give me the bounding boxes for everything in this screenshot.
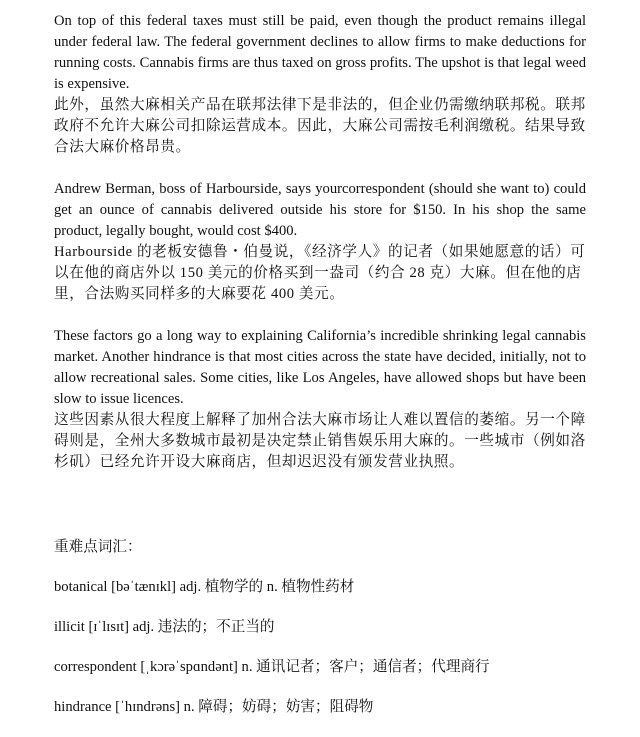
vocabulary-item: hindrance [ˈhɪndrəns] n. 障碍；妨碍；妨害；阻碍物 (54, 699, 374, 715)
paragraph-1 (54, 11, 586, 158)
paragraph-1-english: On top of this federal taxes must still be paid, even though the product remains illegal under federal law. The federal government declines to allow firms to make deductions for running costs. Cannabis firms are thus taxed on gross profits. The upshot is that legal weed is expensive. (54, 13, 586, 92)
vocabulary-item: botanical [bəˈtænɪkl] adj. 植物学的 n. 植物性药材 (54, 579, 355, 595)
article-page (54, 11, 586, 737)
paragraph-2 (54, 179, 586, 305)
vocabulary-title: 重难点词汇： (54, 539, 142, 555)
paragraph-1-chinese: 此外，虽然大麻相关产品在联邦法律下是非法的，但企业仍需缴纳联邦税。联邦政府不允许大麻公司扣除运营成本。因此，大麻公司需按毛利润缴税。结果导致合法大麻价格昂贵。 (54, 97, 586, 155)
paragraph-3 (54, 326, 586, 473)
vocabulary-list (54, 577, 586, 718)
vocabulary-item: correspondent [ˌkɔrəˈspɑndənt] n. 通讯记者；客户；通信者；代理商行 (54, 659, 490, 675)
paragraph-3-english: These factors go a long way to explaining California’s incredible shrinking legal cannabis market. Another hindrance is that most cities across the state have decided, initially, not to allow recreational sales. Some cities, like Los Angeles, have allowed shops but have been slow to issue licences. (54, 328, 586, 407)
paragraph-2-english: Andrew Berman, boss of Harbourside, says yourcorrespondent (should she want to) could get an ounce of cannabis delivered outside his store for $150. In his shop the same product, legally bought, would cost $400. (54, 181, 586, 239)
paragraph-2-chinese: Harbourside 的老板安德鲁・伯曼说，《经济学人》的记者（如果她愿意的话）可以在他的商店外以 150 美元的价格买到一盎司（约合 28 克）大麻。但在他的店里，合法购买同样多的大麻要花 400 美元。 (54, 244, 586, 302)
paragraph-3-chinese: 这些因素从很大程度上解释了加州合法大麻市场让人难以置信的萎缩。另一个障碍则是，全州大多数城市最初是决定禁止销售娱乐用大麻的。一些城市（例如洛杉矶）已经允许开设大麻商店，但却迟迟没有颁发营业执照。 (54, 412, 586, 470)
vocabulary-item: illicit [ɪˈlɪsɪt] adj. 违法的；不正当的 (54, 619, 275, 635)
